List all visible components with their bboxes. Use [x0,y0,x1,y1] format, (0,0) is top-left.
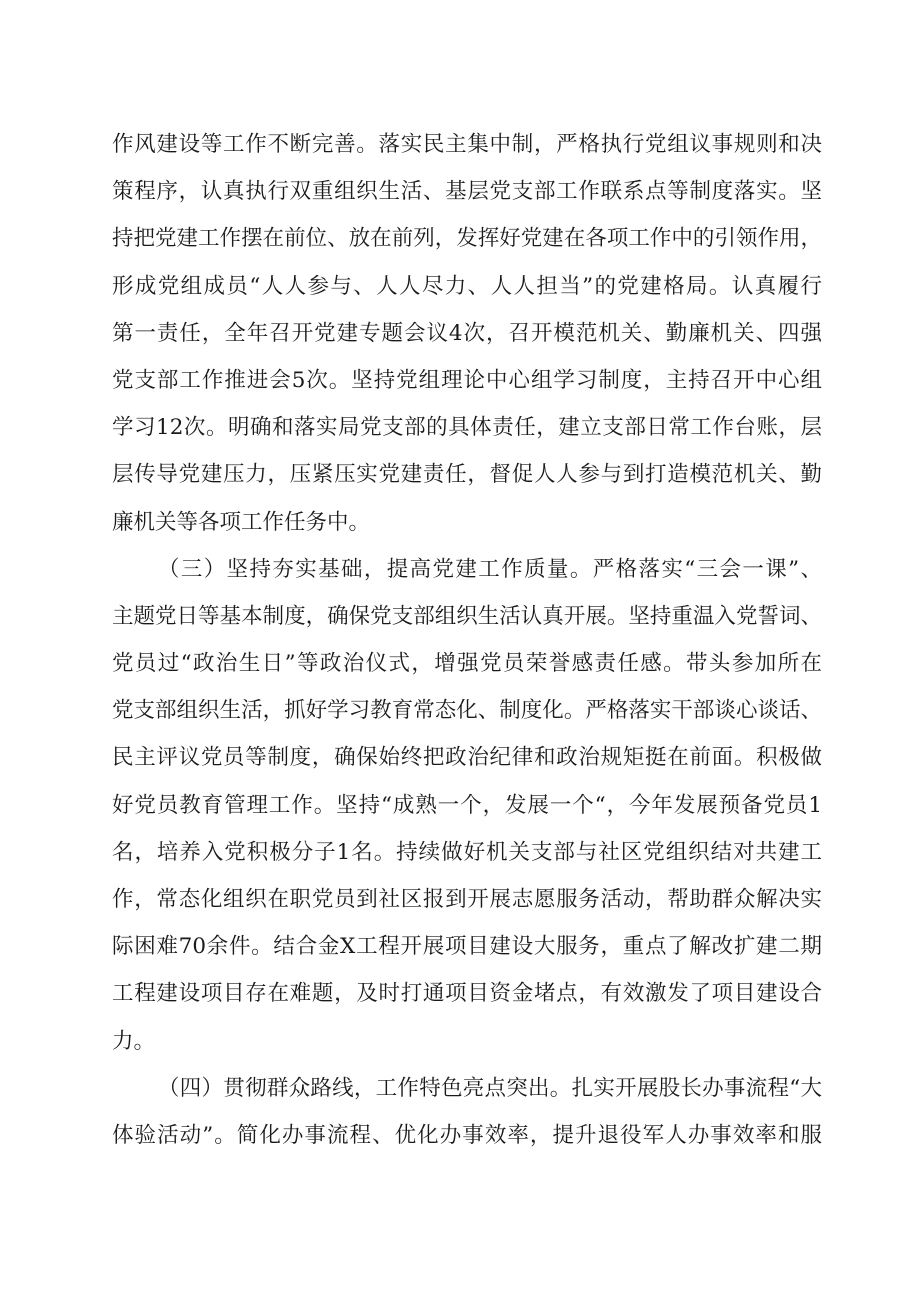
text-line: 力。 [112,1028,156,1054]
text-line: 好党员教育管理工作。坚持“成熟一个，发展一个“，今年发展预备党员1 [112,792,822,818]
section-heading-line: （三）坚持夯实基础，提高党建工作质量。严格落实“三会一课”、 [158,556,822,582]
text-line: 学习12次。明确和落实局党支部的具体责任，建立支部日常工作台账，层 [112,415,822,441]
text-line: 党支部组织生活，抓好学习教育常态化、制度化。严格落实干部谈心谈话、 [112,698,822,724]
text-line: 策程序，认真执行双重组织生活、基层党支部工作联系点等制度落实。坚 [112,179,822,205]
text-line: 工程建设项目存在难题，及时打通项目资金堵点，有效激发了项目建设合 [112,981,822,1007]
text-line: 党支部工作推进会5次。坚持党组理论中心组学习制度，主持召开中心组 [112,367,822,393]
text-line: 廉机关等各项工作任务中。 [112,509,371,535]
text-line: 作风建设等工作不断完善。落实民主集中制，严格执行党组议事规则和决 [112,132,822,157]
text-line: 名，培养入党积极分子1名。持续做好机关支部与社区党组织结对共建工 [112,839,822,865]
text-line: 作，常态化组织在职党员到社区报到开展志愿服务活动，帮助群众解决实 [112,887,822,912]
body-text [112,121,822,1159]
text-line: 持把党建工作摆在前位、放在前列，发挥好党建在各项工作中的引领作用， [112,226,822,252]
text-line: 形成党组成员“人人参与、人人尽力、人人担当”的党建格局。认真履行 [112,273,822,299]
section-heading-line: （四）贯彻群众路线，工作特色亮点突出。扎实开展股长办事流程“大 [158,1075,822,1101]
text-line: 际困难70余件。结合金X工程开展项目建设大服务，重点了解改扩建二期 [112,934,822,960]
text-line: 党员过“政治生日”等政治仪式，增强党员荣誉感责任感。带头参加所在 [112,651,822,677]
text-line: 第一责任，全年召开党建专题会议4次，召开模范机关、勤廉机关、四强 [112,320,822,346]
text-line: 主题党日等基本制度，确保党支部组织生活认真开展。坚持重温入党誓词、 [112,603,822,629]
text-line: 民主评议党员等制度，确保始终把政治纪律和政治规矩挺在前面。积极做 [112,745,822,771]
text-line: 体验活动”。简化办事流程、优化办事效率，提升退役军人办事效率和服 [112,1122,822,1148]
text-line: 层传导党建压力，压紧压实党建责任，督促人人参与到打造模范机关、勤 [112,462,822,488]
